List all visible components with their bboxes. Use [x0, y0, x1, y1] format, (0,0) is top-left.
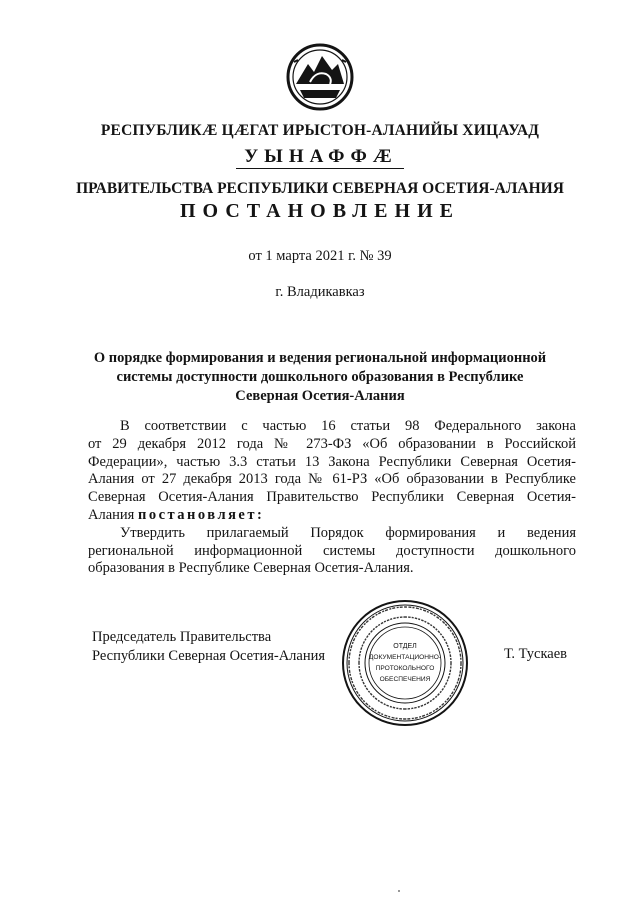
document-date-number: от 1 марта 2021 г. № 39	[248, 248, 392, 264]
document-type-ossetian	[0, 146, 640, 168]
document-body	[88, 418, 576, 578]
document-type-russian: ПОСТАНОВЛЕНИЕ	[180, 200, 460, 222]
body-line-1: В соответствии с частью 16 статьи 98 Федерального закона	[120, 418, 576, 434]
body-line-4: Алания от 27 декабря 2013 года № 61-РЗ «Об образовании в Республике	[88, 471, 576, 488]
document-type-ossetian-text: УЫНАФФӔ	[236, 146, 404, 169]
title-line-1: О порядке формирования и ведения региональной информационной	[93, 350, 547, 366]
republic-name-ossetian: РЕСПУБЛИКӔ ЦӔГАТ ИРЫСТОН-АЛАНИЙЫ ХИЦАУАД	[100, 122, 540, 139]
stamp-text-4: ОБЕСПЕЧЕНИЯ	[379, 676, 431, 683]
signatory-name: Т. Тускаев	[504, 646, 568, 662]
body-line-9: образования в Республике Северная Осетия-Алания.	[88, 560, 414, 577]
signatory-position	[92, 628, 325, 666]
body-line-3: Федерации», частью 3.3 статьи 13 Закона Республики Северная Осетия-	[88, 453, 576, 470]
resolves-keyword: постановляет:	[137, 506, 265, 523]
signatory-position-line-2: Республики Северная Осетия-Алания	[92, 648, 326, 664]
stamp-text-3: ПРОТОКОЛЬНОГО	[375, 665, 435, 672]
government-name-russian: ПРАВИТЕЛЬСТВА РЕСПУБЛИКИ СЕВЕРНАЯ ОСЕТИЯ-АЛАНИЯ	[76, 180, 564, 197]
body-line-6-start: Алания	[88, 506, 135, 523]
body-line-5: Северная Осетия-Алания Правительство Республики Северная Осетия-	[88, 489, 576, 506]
body-line-6	[88, 507, 576, 525]
stamp-text-2: ДОКУМЕНТАЦИОННО-	[368, 654, 442, 661]
document-title	[60, 349, 580, 406]
official-round-stamp	[340, 598, 470, 728]
title-line-2: системы доступности дошкольного образования в Республике	[116, 369, 524, 385]
signatory-position-line-1: Председатель Правительства	[92, 629, 272, 645]
body-line-8: региональной информационной системы доступности дошкольного	[88, 542, 576, 559]
scan-speck	[398, 890, 400, 892]
body-line-7: Утвердить прилагаемый Порядок формирования и ведения	[120, 524, 576, 541]
body-line-2: от 29 декабря 2012 года № 273-ФЗ «Об образовании в Российской	[88, 435, 576, 452]
coat-of-arms-emblem	[286, 40, 354, 114]
title-line-3: Северная Осетия-Алания	[235, 388, 405, 404]
document-city: г. Владикавказ	[275, 284, 365, 300]
stamp-text-1: ОТДЕЛ	[393, 643, 417, 650]
